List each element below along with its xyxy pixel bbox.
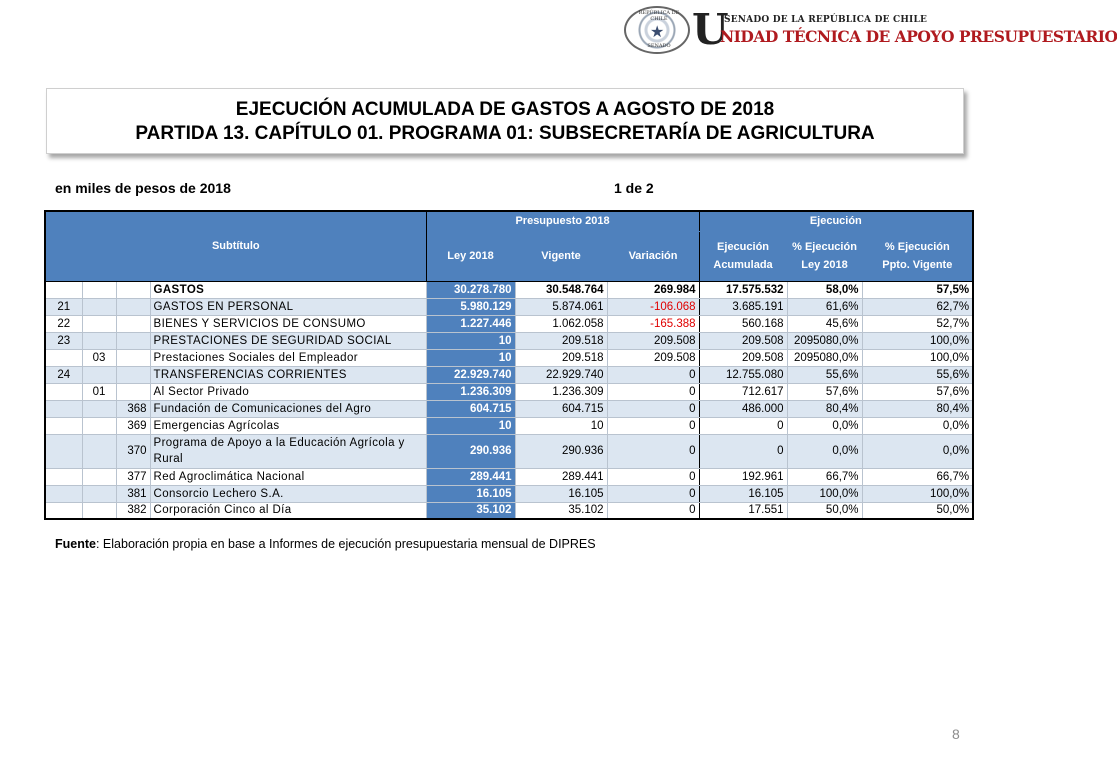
cell-variacion: -106.068 [607, 298, 699, 315]
cell-c1: 23 [45, 332, 82, 349]
ejecucion-acumulada-header [699, 231, 787, 281]
cell-pct-vig: 100,0% [862, 349, 973, 366]
cell-variacion: 0 [607, 366, 699, 383]
cell-c1: 21 [45, 298, 82, 315]
cell-vigente: 209.518 [515, 349, 607, 366]
cell-ejec: 16.105 [699, 485, 787, 502]
ejecucion-acumulada-line1: Ejecución [717, 241, 770, 253]
cell-desc: Emergencias Agrícolas [150, 417, 426, 434]
table-row [45, 502, 973, 519]
source-text: : Elaboración propia en base a Informes de ejecución presupuestaria mensual de DIPRES [95, 537, 596, 551]
cell-pct-vig: 57,6% [862, 383, 973, 400]
cell-vigente: 209.518 [515, 332, 607, 349]
cell-pct-vig: 52,7% [862, 315, 973, 332]
cell-c1 [45, 417, 82, 434]
cell-pct-ley: 61,6% [787, 298, 862, 315]
cell-ejec: 0 [699, 417, 787, 434]
cell-ejec: 17.551 [699, 502, 787, 519]
cell-vigente: 35.102 [515, 502, 607, 519]
subtitulo-header: Subtítulo [45, 211, 426, 281]
cell-ejec: 486.000 [699, 400, 787, 417]
cell-ley: 22.929.740 [426, 366, 515, 383]
cell-desc: TRANSFERENCIAS CORRIENTES [150, 366, 426, 383]
cell-c2 [82, 502, 116, 519]
cell-ley: 604.715 [426, 400, 515, 417]
cell-pct-ley: 0,0% [787, 417, 862, 434]
cell-pct-ley: 57,6% [787, 383, 862, 400]
cell-c2 [82, 366, 116, 383]
cell-ley: 30.278.780 [426, 281, 515, 298]
cell-c2 [82, 298, 116, 315]
cell-c1: 24 [45, 366, 82, 383]
cell-c1: 22 [45, 315, 82, 332]
ley-header: Ley 2018 [426, 231, 515, 281]
pct-vigente-header [862, 231, 973, 281]
cell-variacion: 0 [607, 400, 699, 417]
cell-c1 [45, 400, 82, 417]
cell-c3: 382 [116, 502, 150, 519]
logo-unidad-text: NIDAD TÉCNICA DE APOYO PRESUPUESTARIO [720, 27, 1117, 46]
cell-vigente: 290.936 [515, 434, 607, 468]
cell-pct-vig: 66,7% [862, 468, 973, 485]
cell-pct-ley: 80,4% [787, 400, 862, 417]
presupuesto-header: Presupuesto 2018 [426, 211, 699, 231]
table-row [45, 468, 973, 485]
cell-variacion: 0 [607, 417, 699, 434]
cell-variacion: 0 [607, 485, 699, 502]
table-row [45, 485, 973, 502]
cell-variacion: 209.508 [607, 332, 699, 349]
table-row [45, 417, 973, 434]
cell-c2 [82, 400, 116, 417]
seal-star-icon: ★ [650, 24, 665, 41]
cell-ley: 10 [426, 332, 515, 349]
cell-vigente: 604.715 [515, 400, 607, 417]
budget-table [44, 210, 974, 520]
title-box [46, 88, 964, 154]
cell-c1 [45, 485, 82, 502]
cell-pct-ley: 66,7% [787, 468, 862, 485]
page-number: 8 [952, 726, 960, 742]
page-of-label: 1 de 2 [614, 180, 654, 196]
cell-vigente: 1.062.058 [515, 315, 607, 332]
ejecucion-header: Ejecución [699, 211, 973, 231]
cell-ejec: 712.617 [699, 383, 787, 400]
title-line-2: PARTIDA 13. CAPÍTULO 01. PROGRAMA 01: SUBSECRETARÍA DE AGRICULTURA [135, 123, 875, 144]
table-row [45, 366, 973, 383]
cell-pct-ley: 50,0% [787, 502, 862, 519]
cell-ley: 16.105 [426, 485, 515, 502]
cell-pct-ley: 45,6% [787, 315, 862, 332]
cell-ejec: 12.755.080 [699, 366, 787, 383]
pct-vigente-line2: Ppto. Vigente [882, 259, 953, 271]
cell-pct-vig: 55,6% [862, 366, 973, 383]
ejecucion-acumulada-line2: Acumulada [713, 259, 773, 271]
cell-pct-ley: 2095080,0% [787, 349, 862, 366]
cell-c2 [82, 485, 116, 502]
cell-ley: 10 [426, 417, 515, 434]
cell-ley: 289.441 [426, 468, 515, 485]
cell-c3: 369 [116, 417, 150, 434]
cell-vigente: 5.874.061 [515, 298, 607, 315]
cell-c2 [82, 468, 116, 485]
cell-vigente: 10 [515, 417, 607, 434]
cell-pct-vig: 57,5% [862, 281, 973, 298]
cell-variacion: 0 [607, 434, 699, 468]
cell-c1 [45, 281, 82, 298]
source-note [55, 537, 596, 551]
cell-pct-vig: 80,4% [862, 400, 973, 417]
pct-ley-line1: % Ejecución [792, 241, 857, 253]
cell-c3: 368 [116, 400, 150, 417]
cell-pct-ley: 100,0% [787, 485, 862, 502]
cell-variacion: 0 [607, 383, 699, 400]
cell-ley: 10 [426, 349, 515, 366]
cell-c3 [116, 298, 150, 315]
cell-vigente: 30.548.764 [515, 281, 607, 298]
pct-vigente-line1: % Ejecución [884, 241, 950, 253]
logo-initial: U [692, 5, 729, 54]
cell-desc: Corporación Cinco al Día [150, 502, 426, 519]
cell-pct-vig: 0,0% [862, 434, 973, 468]
title-line-1: EJECUCIÓN ACUMULADA DE GASTOS A AGOSTO DE 2018 [235, 99, 775, 120]
cell-vigente: 289.441 [515, 468, 607, 485]
cell-c1 [45, 468, 82, 485]
cell-c3: 377 [116, 468, 150, 485]
cell-pct-vig: 100,0% [862, 485, 973, 502]
cell-pct-vig: 50,0% [862, 502, 973, 519]
cell-c3 [116, 366, 150, 383]
cell-ejec: 17.575.532 [699, 281, 787, 298]
cell-desc: Consorcio Lechero S.A. [150, 485, 426, 502]
pct-ley-header [787, 231, 862, 281]
cell-c1 [45, 502, 82, 519]
table-row [45, 332, 973, 349]
cell-variacion: 209.508 [607, 349, 699, 366]
seal-top-text: REPÚBLICA DE CHILE [638, 10, 680, 22]
cell-desc: PRESTACIONES DE SEGURIDAD SOCIAL [150, 332, 426, 349]
units-label: en miles de pesos de 2018 [55, 180, 231, 196]
cell-ley: 290.936 [426, 434, 515, 468]
cell-c3: 381 [116, 485, 150, 502]
table-row [45, 315, 973, 332]
variacion-header: Variación [607, 231, 699, 281]
unidad-tecnica-logo [624, 5, 1117, 54]
cell-vigente: 22.929.740 [515, 366, 607, 383]
cell-c2: 03 [82, 349, 116, 366]
cell-desc: GASTOS [150, 281, 426, 298]
table-body [45, 281, 973, 519]
cell-variacion: 0 [607, 468, 699, 485]
cell-ley: 35.102 [426, 502, 515, 519]
cell-pct-vig: 0,0% [862, 417, 973, 434]
cell-variacion: -165.388 [607, 315, 699, 332]
source-label: Fuente [55, 537, 96, 551]
cell-pct-ley: 55,6% [787, 366, 862, 383]
cell-c2 [82, 281, 116, 298]
cell-ejec: 560.168 [699, 315, 787, 332]
table-row [45, 281, 973, 298]
cell-c3: 370 [116, 434, 150, 468]
cell-c3 [116, 281, 150, 298]
cell-c1 [45, 434, 82, 468]
table-row [45, 400, 973, 417]
vigente-header: Vigente [515, 231, 607, 281]
cell-ley: 1.227.446 [426, 315, 515, 332]
cell-desc: Al Sector Privado [150, 383, 426, 400]
cell-c2 [82, 434, 116, 468]
cell-vigente: 1.236.309 [515, 383, 607, 400]
cell-ejec: 192.961 [699, 468, 787, 485]
pct-ley-line2: Ley 2018 [801, 259, 848, 271]
cell-variacion: 0 [607, 502, 699, 519]
cell-vigente: 16.105 [515, 485, 607, 502]
seal-bottom-text: SENADO [647, 43, 671, 49]
cell-desc: Programa de Apoyo a la Educación Agrícola y Rural [150, 434, 426, 468]
cell-desc: BIENES Y SERVICIOS DE CONSUMO [150, 315, 426, 332]
cell-c3 [116, 332, 150, 349]
cell-ejec: 3.685.191 [699, 298, 787, 315]
cell-ejec: 209.508 [699, 349, 787, 366]
cell-pct-vig: 62,7% [862, 298, 973, 315]
cell-c3 [116, 383, 150, 400]
cell-desc: Fundación de Comunicaciones del Agro [150, 400, 426, 417]
table-row [45, 383, 973, 400]
cell-c2 [82, 315, 116, 332]
cell-c3 [116, 349, 150, 366]
table-row [45, 298, 973, 315]
senado-seal-icon [624, 6, 690, 54]
table-row [45, 434, 973, 468]
cell-c3 [116, 315, 150, 332]
cell-c2 [82, 417, 116, 434]
cell-variacion: 269.984 [607, 281, 699, 298]
cell-ley: 1.236.309 [426, 383, 515, 400]
cell-pct-vig: 100,0% [862, 332, 973, 349]
cell-desc: GASTOS EN PERSONAL [150, 298, 426, 315]
cell-ejec: 0 [699, 434, 787, 468]
cell-pct-ley: 2095080,0% [787, 332, 862, 349]
cell-pct-ley: 58,0% [787, 281, 862, 298]
cell-desc: Prestaciones Sociales del Empleador [150, 349, 426, 366]
cell-c2: 01 [82, 383, 116, 400]
cell-desc: Red Agroclimática Nacional [150, 468, 426, 485]
cell-pct-ley: 0,0% [787, 434, 862, 468]
cell-c1 [45, 383, 82, 400]
table-row [45, 349, 973, 366]
cell-c1 [45, 349, 82, 366]
cell-c2 [82, 332, 116, 349]
cell-ejec: 209.508 [699, 332, 787, 349]
cell-ley: 5.980.129 [426, 298, 515, 315]
logo-senado-text: SENADO DE LA REPÚBLICA DE CHILE [724, 15, 928, 25]
